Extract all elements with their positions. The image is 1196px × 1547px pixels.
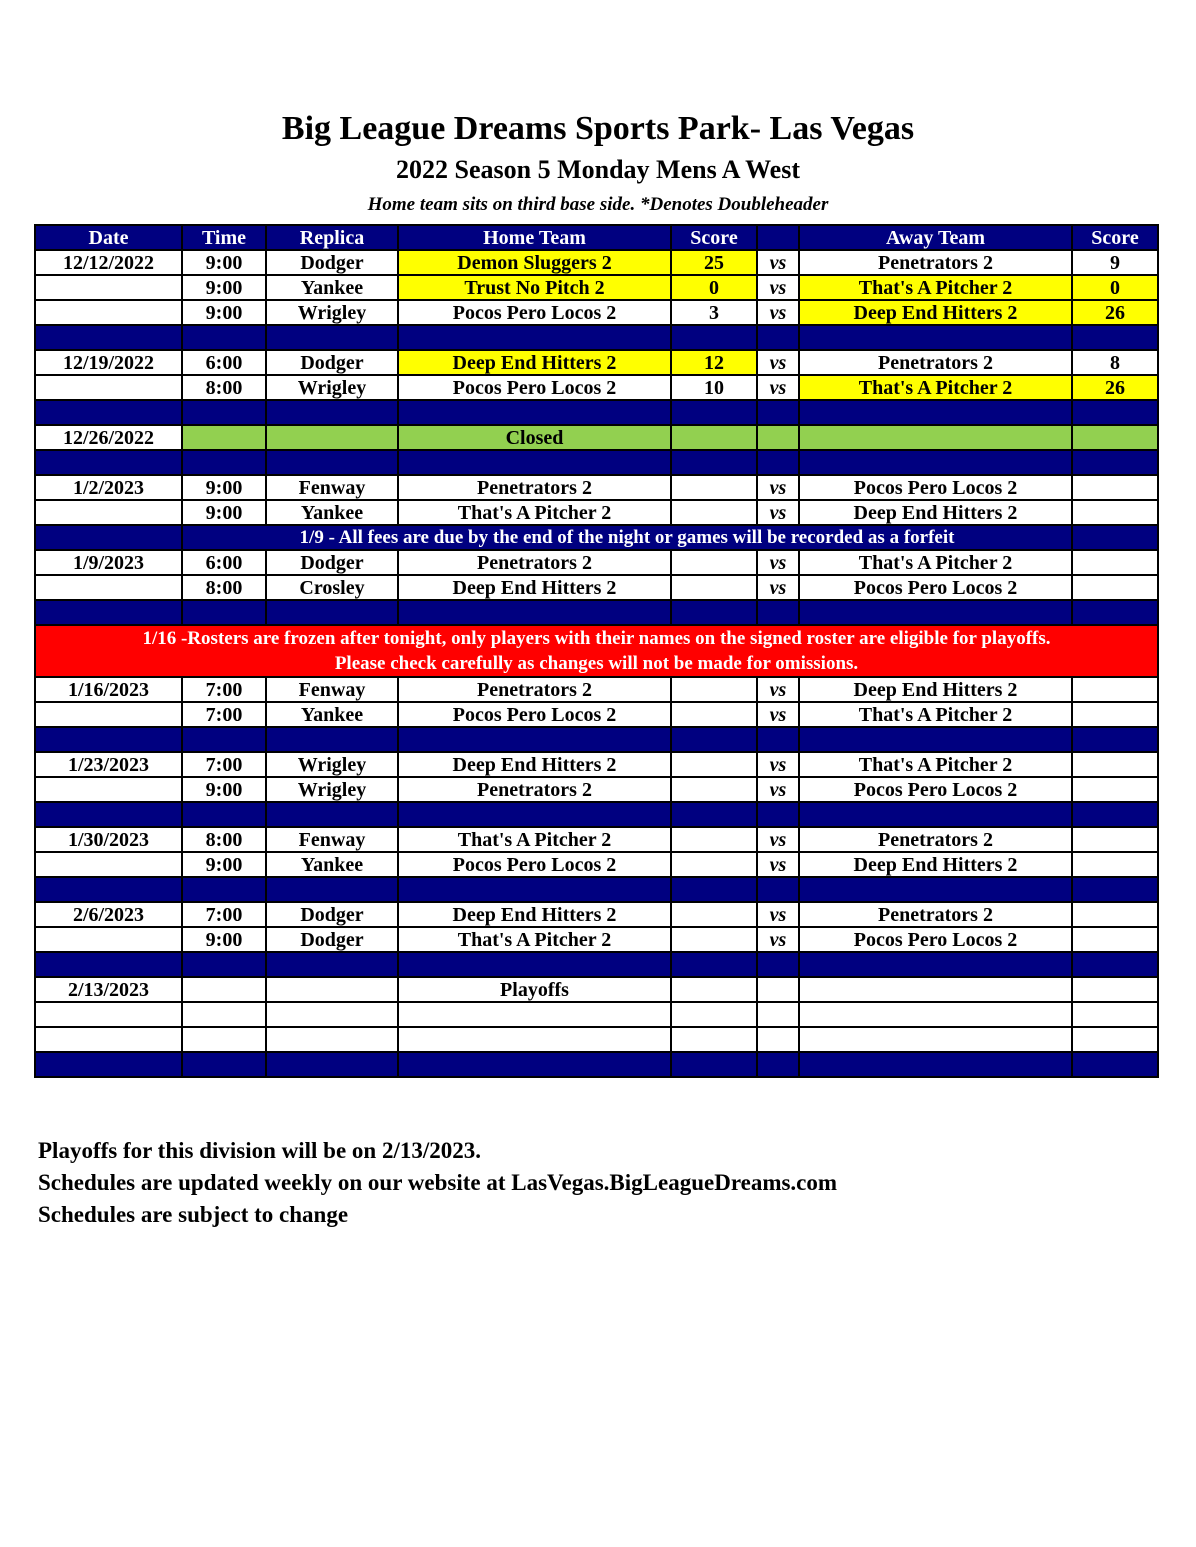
away-score <box>1072 752 1158 777</box>
game-field: Dodger <box>266 350 398 375</box>
schedule-table <box>34 224 1159 1078</box>
game-time: 7:00 <box>182 702 266 727</box>
home-team: Deep End Hitters 2 <box>398 575 671 600</box>
game-date <box>35 375 182 400</box>
game-time: 8:00 <box>182 575 266 600</box>
away-team: Penetrators 2 <box>799 350 1072 375</box>
away-score: 0 <box>1072 275 1158 300</box>
away-score <box>1072 777 1158 802</box>
home-score <box>671 752 757 777</box>
col-vs-header <box>757 225 799 250</box>
game-date: 1/23/2023 <box>35 752 182 777</box>
home-team: Pocos Pero Locos 2 <box>398 702 671 727</box>
game-date <box>35 275 182 300</box>
col-away-team-header: Away Team <box>799 225 1072 250</box>
vs-label: vs <box>757 550 799 575</box>
table-row <box>35 902 1158 927</box>
away-team: Penetrators 2 <box>799 827 1072 852</box>
game-date <box>35 300 182 325</box>
table-row <box>35 475 1158 500</box>
game-field: Crosley <box>266 575 398 600</box>
game-date: 12/26/2022 <box>35 425 182 450</box>
home-score: 0 <box>671 275 757 300</box>
home-score <box>671 827 757 852</box>
table-row <box>35 350 1158 375</box>
roster-alert-row <box>35 625 1158 677</box>
vs-label: vs <box>757 500 799 525</box>
separator-row <box>35 450 1158 475</box>
game-date: 12/12/2022 <box>35 250 182 275</box>
table-row <box>35 575 1158 600</box>
vs-label: vs <box>757 752 799 777</box>
vs-label: vs <box>757 827 799 852</box>
away-score <box>1072 500 1158 525</box>
table-row <box>35 977 1158 1002</box>
away-score: 26 <box>1072 375 1158 400</box>
home-team: That's A Pitcher 2 <box>398 500 671 525</box>
vs-label: vs <box>757 902 799 927</box>
away-score <box>1072 550 1158 575</box>
home-score: 10 <box>671 375 757 400</box>
table-row <box>35 425 1158 450</box>
away-team: That's A Pitcher 2 <box>799 550 1072 575</box>
away-team: Pocos Pero Locos 2 <box>799 475 1072 500</box>
away-score <box>1072 677 1158 702</box>
away-score <box>1072 852 1158 877</box>
home-team: Penetrators 2 <box>398 677 671 702</box>
separator-row <box>35 400 1158 425</box>
col-time-header: Time <box>182 225 266 250</box>
game-date <box>35 500 182 525</box>
vs-label: vs <box>757 777 799 802</box>
game-time: 9:00 <box>182 475 266 500</box>
home-score <box>671 777 757 802</box>
game-field: Yankee <box>266 275 398 300</box>
game-field: Dodger <box>266 250 398 275</box>
away-team: That's A Pitcher 2 <box>799 752 1072 777</box>
home-score <box>671 500 757 525</box>
game-field: Yankee <box>266 852 398 877</box>
away-score <box>1072 702 1158 727</box>
home-score <box>671 475 757 500</box>
home-score <box>671 852 757 877</box>
game-date: 1/30/2023 <box>35 827 182 852</box>
game-time: 9:00 <box>182 500 266 525</box>
game-date: 2/13/2023 <box>35 977 182 1002</box>
header-row <box>35 225 1158 250</box>
game-date <box>35 927 182 952</box>
website-footer-note: Schedules are updated weekly on our website at LasVegas.BigLeagueDreams.com <box>38 1170 838 1195</box>
game-field: Wrigley <box>266 777 398 802</box>
separator-row <box>35 877 1158 902</box>
away-score: 8 <box>1072 350 1158 375</box>
table-row <box>35 927 1158 952</box>
separator-row <box>35 802 1158 827</box>
game-time: 7:00 <box>182 752 266 777</box>
game-field: Wrigley <box>266 375 398 400</box>
table-row <box>35 777 1158 802</box>
table-row <box>35 852 1158 877</box>
vs-label: vs <box>757 350 799 375</box>
home-score <box>671 902 757 927</box>
home-team: Pocos Pero Locos 2 <box>398 852 671 877</box>
separator-row <box>35 600 1158 625</box>
away-team: That's A Pitcher 2 <box>799 275 1072 300</box>
home-score <box>671 677 757 702</box>
away-team: Pocos Pero Locos 2 <box>799 777 1072 802</box>
separator-row <box>35 1052 1158 1077</box>
schedule-note: Home team sits on third base side. *Denotes Doubleheader <box>367 194 829 215</box>
away-score <box>1072 927 1158 952</box>
away-team: Penetrators 2 <box>799 250 1072 275</box>
game-date: 12/19/2022 <box>35 350 182 375</box>
home-team: That's A Pitcher 2 <box>398 827 671 852</box>
col-home-score-header: Score <box>671 225 757 250</box>
game-time: 6:00 <box>182 350 266 375</box>
away-team: That's A Pitcher 2 <box>799 375 1072 400</box>
home-score <box>671 575 757 600</box>
game-time: 9:00 <box>182 250 266 275</box>
game-time: 8:00 <box>182 375 266 400</box>
game-time: 6:00 <box>182 550 266 575</box>
table-row <box>35 275 1158 300</box>
vs-label: vs <box>757 375 799 400</box>
vs-label: vs <box>757 927 799 952</box>
table-row <box>35 300 1158 325</box>
separator-row <box>35 325 1158 350</box>
game-date: 2/6/2023 <box>35 902 182 927</box>
game-field: Wrigley <box>266 752 398 777</box>
game-date <box>35 777 182 802</box>
home-team: Deep End Hitters 2 <box>398 902 671 927</box>
playoffs-label: Playoffs <box>398 977 671 1002</box>
home-score: 12 <box>671 350 757 375</box>
table-row <box>35 1027 1158 1052</box>
game-field: Fenway <box>266 677 398 702</box>
game-date: 1/9/2023 <box>35 550 182 575</box>
game-field: Dodger <box>266 550 398 575</box>
table-row <box>35 550 1158 575</box>
col-date-header: Date <box>35 225 182 250</box>
home-score <box>671 702 757 727</box>
fees-notice: 1/9 - All fees are due by the end of the night or games will be recorded as a forfeit <box>182 525 1072 550</box>
table-row <box>35 250 1158 275</box>
game-time: 8:00 <box>182 827 266 852</box>
vs-label: vs <box>757 300 799 325</box>
away-team: Deep End Hitters 2 <box>799 300 1072 325</box>
game-time: 7:00 <box>182 677 266 702</box>
table-row <box>35 500 1158 525</box>
home-team: Trust No Pitch 2 <box>398 275 671 300</box>
game-field: Fenway <box>266 827 398 852</box>
table-row <box>35 827 1158 852</box>
game-field: Yankee <box>266 702 398 727</box>
away-team: That's A Pitcher 2 <box>799 702 1072 727</box>
roster-alert-line1: 1/16 -Rosters are frozen after tonight, only players with their names on the signed roster are eligible for playoffs. <box>142 628 1051 649</box>
away-team: Deep End Hitters 2 <box>799 500 1072 525</box>
away-team: Deep End Hitters 2 <box>799 852 1072 877</box>
table-row <box>35 1002 1158 1027</box>
away-score <box>1072 575 1158 600</box>
game-time: 9:00 <box>182 777 266 802</box>
game-time: 9:00 <box>182 300 266 325</box>
game-field: Dodger <box>266 902 398 927</box>
page-subtitle: 2022 Season 5 Monday Mens A West <box>395 155 800 184</box>
home-team: Pocos Pero Locos 2 <box>398 300 671 325</box>
home-score: 3 <box>671 300 757 325</box>
home-team: Pocos Pero Locos 2 <box>398 375 671 400</box>
separator-row <box>35 952 1158 977</box>
game-field: Fenway <box>266 475 398 500</box>
playoffs-footer-note: Playoffs for this division will be on 2/13/2023. <box>38 1138 482 1163</box>
game-time: 7:00 <box>182 902 266 927</box>
game-time: 9:00 <box>182 852 266 877</box>
home-team: Penetrators 2 <box>398 550 671 575</box>
away-score <box>1072 902 1158 927</box>
roster-alert <box>35 625 1158 677</box>
game-time: 9:00 <box>182 275 266 300</box>
away-team: Pocos Pero Locos 2 <box>799 927 1072 952</box>
game-field: Wrigley <box>266 300 398 325</box>
table-row <box>35 677 1158 702</box>
vs-label: vs <box>757 275 799 300</box>
game-date <box>35 852 182 877</box>
away-team: Pocos Pero Locos 2 <box>799 575 1072 600</box>
away-score: 9 <box>1072 250 1158 275</box>
vs-label: vs <box>757 250 799 275</box>
vs-label: vs <box>757 575 799 600</box>
roster-alert-line2: Please check carefully as changes will not be made for omissions. <box>334 653 859 674</box>
separator-row <box>35 727 1158 752</box>
table-row <box>35 375 1158 400</box>
table-row <box>35 702 1158 727</box>
vs-label: vs <box>757 677 799 702</box>
home-score <box>671 550 757 575</box>
col-away-score-header: Score <box>1072 225 1158 250</box>
away-team: Penetrators 2 <box>799 902 1072 927</box>
fees-notice-row <box>35 525 1158 550</box>
home-team: Demon Sluggers 2 <box>398 250 671 275</box>
col-replica-header: Replica <box>266 225 398 250</box>
closed-label: Closed <box>398 425 671 450</box>
away-score <box>1072 475 1158 500</box>
change-footer-note: Schedules are subject to change <box>38 1202 349 1227</box>
game-time: 9:00 <box>182 927 266 952</box>
vs-label: vs <box>757 702 799 727</box>
game-date: 1/16/2023 <box>35 677 182 702</box>
game-field: Yankee <box>266 500 398 525</box>
away-team: Deep End Hitters 2 <box>799 677 1072 702</box>
page-title: Big League Dreams Sports Park- Las Vegas <box>281 110 915 147</box>
away-score <box>1072 827 1158 852</box>
home-team: Penetrators 2 <box>398 475 671 500</box>
game-date <box>35 575 182 600</box>
col-home-team-header: Home Team <box>398 225 671 250</box>
game-field: Dodger <box>266 927 398 952</box>
home-team: That's A Pitcher 2 <box>398 927 671 952</box>
home-team: Penetrators 2 <box>398 777 671 802</box>
home-team: Deep End Hitters 2 <box>398 350 671 375</box>
vs-label: vs <box>757 852 799 877</box>
home-score: 25 <box>671 250 757 275</box>
table-row <box>35 752 1158 777</box>
game-date <box>35 702 182 727</box>
away-score: 26 <box>1072 300 1158 325</box>
game-date: 1/2/2023 <box>35 475 182 500</box>
home-score <box>671 927 757 952</box>
home-team: Deep End Hitters 2 <box>398 752 671 777</box>
vs-label: vs <box>757 475 799 500</box>
